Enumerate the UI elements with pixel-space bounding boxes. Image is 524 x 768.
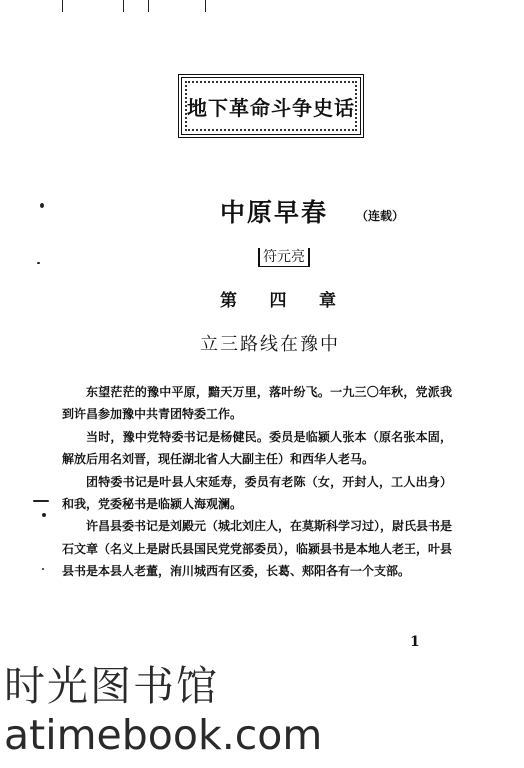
author-name: 符元亮 [258,248,310,267]
top-edge-marks [0,0,524,12]
serial-note: （连载） [356,209,405,223]
top-edge-mark [148,0,206,12]
scan-speck [33,500,49,502]
body-paragraph: 团特委书记是叶县人宋延寿，委员有老陈（女，开封人，工人出身）和我，党委秘书是临颍人海观澜。 [62,474,452,512]
body-paragraph: 当时，豫中党特委书记是杨健民。委员是临颍人张本（原名张本固，解放后用名刘晋，现任湖北省人大副主任）和西华人老马。 [62,429,452,467]
watermark-name: 时光图书馆 [4,662,219,710]
article-title: 中原早春 [220,198,329,227]
chapter-char: 章 [319,291,336,311]
scan-speck [42,513,46,517]
body-paragraph: 东望茫茫的豫中平原，黯天万里，落叶纷飞。一九三〇年秋，党派我到许昌参加豫中共青团特委工作。 [62,385,452,422]
body-text [62,381,452,583]
scan-speck [40,203,44,208]
watermark [4,662,322,760]
chapter-char: 四 [269,291,287,311]
chapter-heading [220,286,336,311]
column-header-box [178,74,364,138]
top-edge-mark [62,0,124,12]
body-paragraph: 许昌县委书记是刘殿元（城北刘庄人，在莫斯科学习过），尉氏县书是石文章（名义上是尉氏县国民党党部委员），临颍县书是本地人老王，叶县县书是本县人老董，洧川城西有区委，长葛、郏阳各有一个支部。 [62,519,453,579]
chapter-subtitle: 立三路线在豫中 [200,334,340,355]
chapter-char: 第 [220,291,237,311]
scan-speck [42,568,44,570]
scan-speck [37,262,40,264]
page-number: 1 [410,634,420,650]
watermark-url: atimebook.com [4,711,323,759]
column-title: 地下革命斗争史话 [187,95,355,120]
